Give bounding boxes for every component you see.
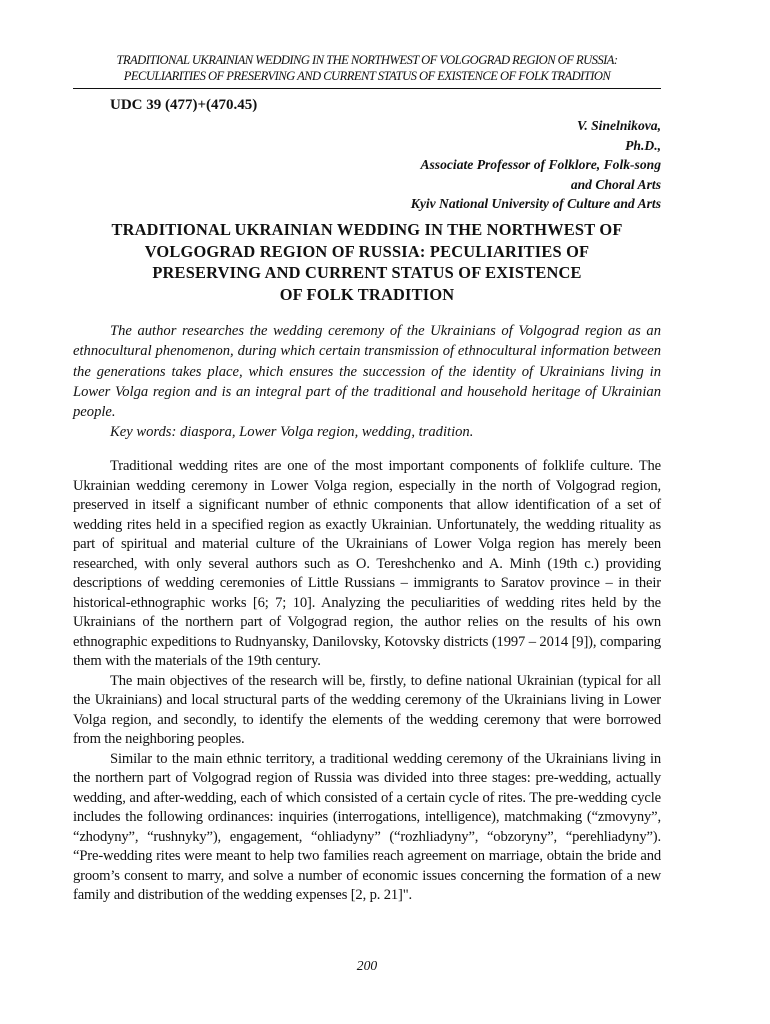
author-name: V. Sinelnikova, — [577, 118, 661, 133]
body-text — [73, 457, 661, 906]
udc-code: UDC 39 (477)+(470.45) — [110, 97, 258, 113]
title-line-1: TRADITIONAL UKRAINIAN WEDDING IN THE NORTHWEST OF — [111, 220, 623, 239]
page-number: 200 — [356, 958, 378, 973]
author-block — [411, 116, 661, 214]
running-head-line-1: TRADITIONAL UKRAINIAN WEDDING IN THE NORTHWEST OF VOLGOGRAD REGION OF RUSSIA: — [116, 53, 618, 67]
running-head-line-2: PECULIARITIES OF PRESERVING AND CURRENT STATUS OF EXISTENCE OF FOLK TRADITION — [123, 68, 611, 83]
abstract-block — [73, 321, 661, 443]
author-degree: Ph.D., — [625, 137, 661, 153]
article-title — [73, 219, 661, 305]
header-rule — [73, 88, 661, 89]
title-line-4: OF FOLK TRADITION — [279, 284, 455, 304]
body-paragraph-3: Similar to the main ethnic territory, a traditional wedding ceremony of the Ukrainians living in the northern part of Volgograd region of Russia was divided into three stages: pre-wedding, actually wedding, and after-wedding, each of which consisted of a certain cycle of rites. The pre-wedding cycle includes the following ordinances: inquiries (interrogations, intelligence), matchmaking (“zmovyny”, “zhodyny”, “rushnyky”), engagement, “ohliadyny” (“rozhliadyny”, “obzoryny”, “perehliadyny”). “Pre-wedding rites were meant to help two families reach agreement on marriage, obtain the bride and groom’s consent to marry, and solve a number of economic issues concerning the formation of a new family and distribution of the wedding expenses [2, p. 21]". — [73, 750, 661, 903]
running-head — [73, 53, 661, 84]
abstract-text: The author researches the wedding ceremony of the Ukrainians of Volgograd region as an ethnocultural phenomenon, during which certain transmission of ethnocultural information between the generations takes place, which ensures the succession of the identity of Ukrainians living in Lower Volga region and is an integral part of the traditional and household heritage of Ukrainian people. — [73, 323, 661, 421]
title-line-3: PRESERVING AND CURRENT STATUS OF EXISTENCE — [152, 263, 582, 283]
body-paragraph-1: Traditional wedding rites are one of the most important components of folklife culture. The Ukrainian wedding ceremony in Lower Volga region, especially in the north of Volgograd region, preserved in itself a significant number of ethnic components that allow identification of a set of wedding rites held in a specified region as exactly Ukrainian. Unfortunately, the wedding rituality as part of spiritual and material culture of the Ukrainians of Lower Volga region has merely been researched, with only several authors such as O. Tereshchenko and A. Minh (19th c.) providing descriptions of wedding ceremonies of Little Russians – immigrants to Saratov province – in their historical-ethnographic works [6; 7; 10]. Analyzing the peculiarities of wedding rites held by the Ukrainians of the northern part of Volgograd region, the author relies on the results of his own ethnographic expeditions to Rudnyansky, Danilovsky, Kotovsky districts (1997 – 2014 [9]), comparing them with the materials of the 19th century. — [73, 458, 661, 669]
author-position-line-1: Associate Professor of Folklore, Folk-song — [420, 157, 661, 173]
title-line-2: VOLGOGRAD REGION OF RUSSIA: PECULIARITIES OF — [144, 241, 590, 261]
author-affiliation: Kyiv National University of Culture and Arts — [410, 196, 661, 212]
author-position-line-2: and Choral Arts — [570, 176, 661, 192]
keywords-text: Key words: diaspora, Lower Volga region, wedding, tradition. — [110, 424, 474, 441]
body-paragraph-2: The main objectives of the research will be, firstly, to define national Ukrainian (typical for all the Ukrainians) and local structural parts of the wedding ceremony of the Ukrainians living in Lower Volga region, and secondly, to identify the elements of the wedding ceremony that were borrowed from the neighboring peoples. — [73, 672, 661, 747]
